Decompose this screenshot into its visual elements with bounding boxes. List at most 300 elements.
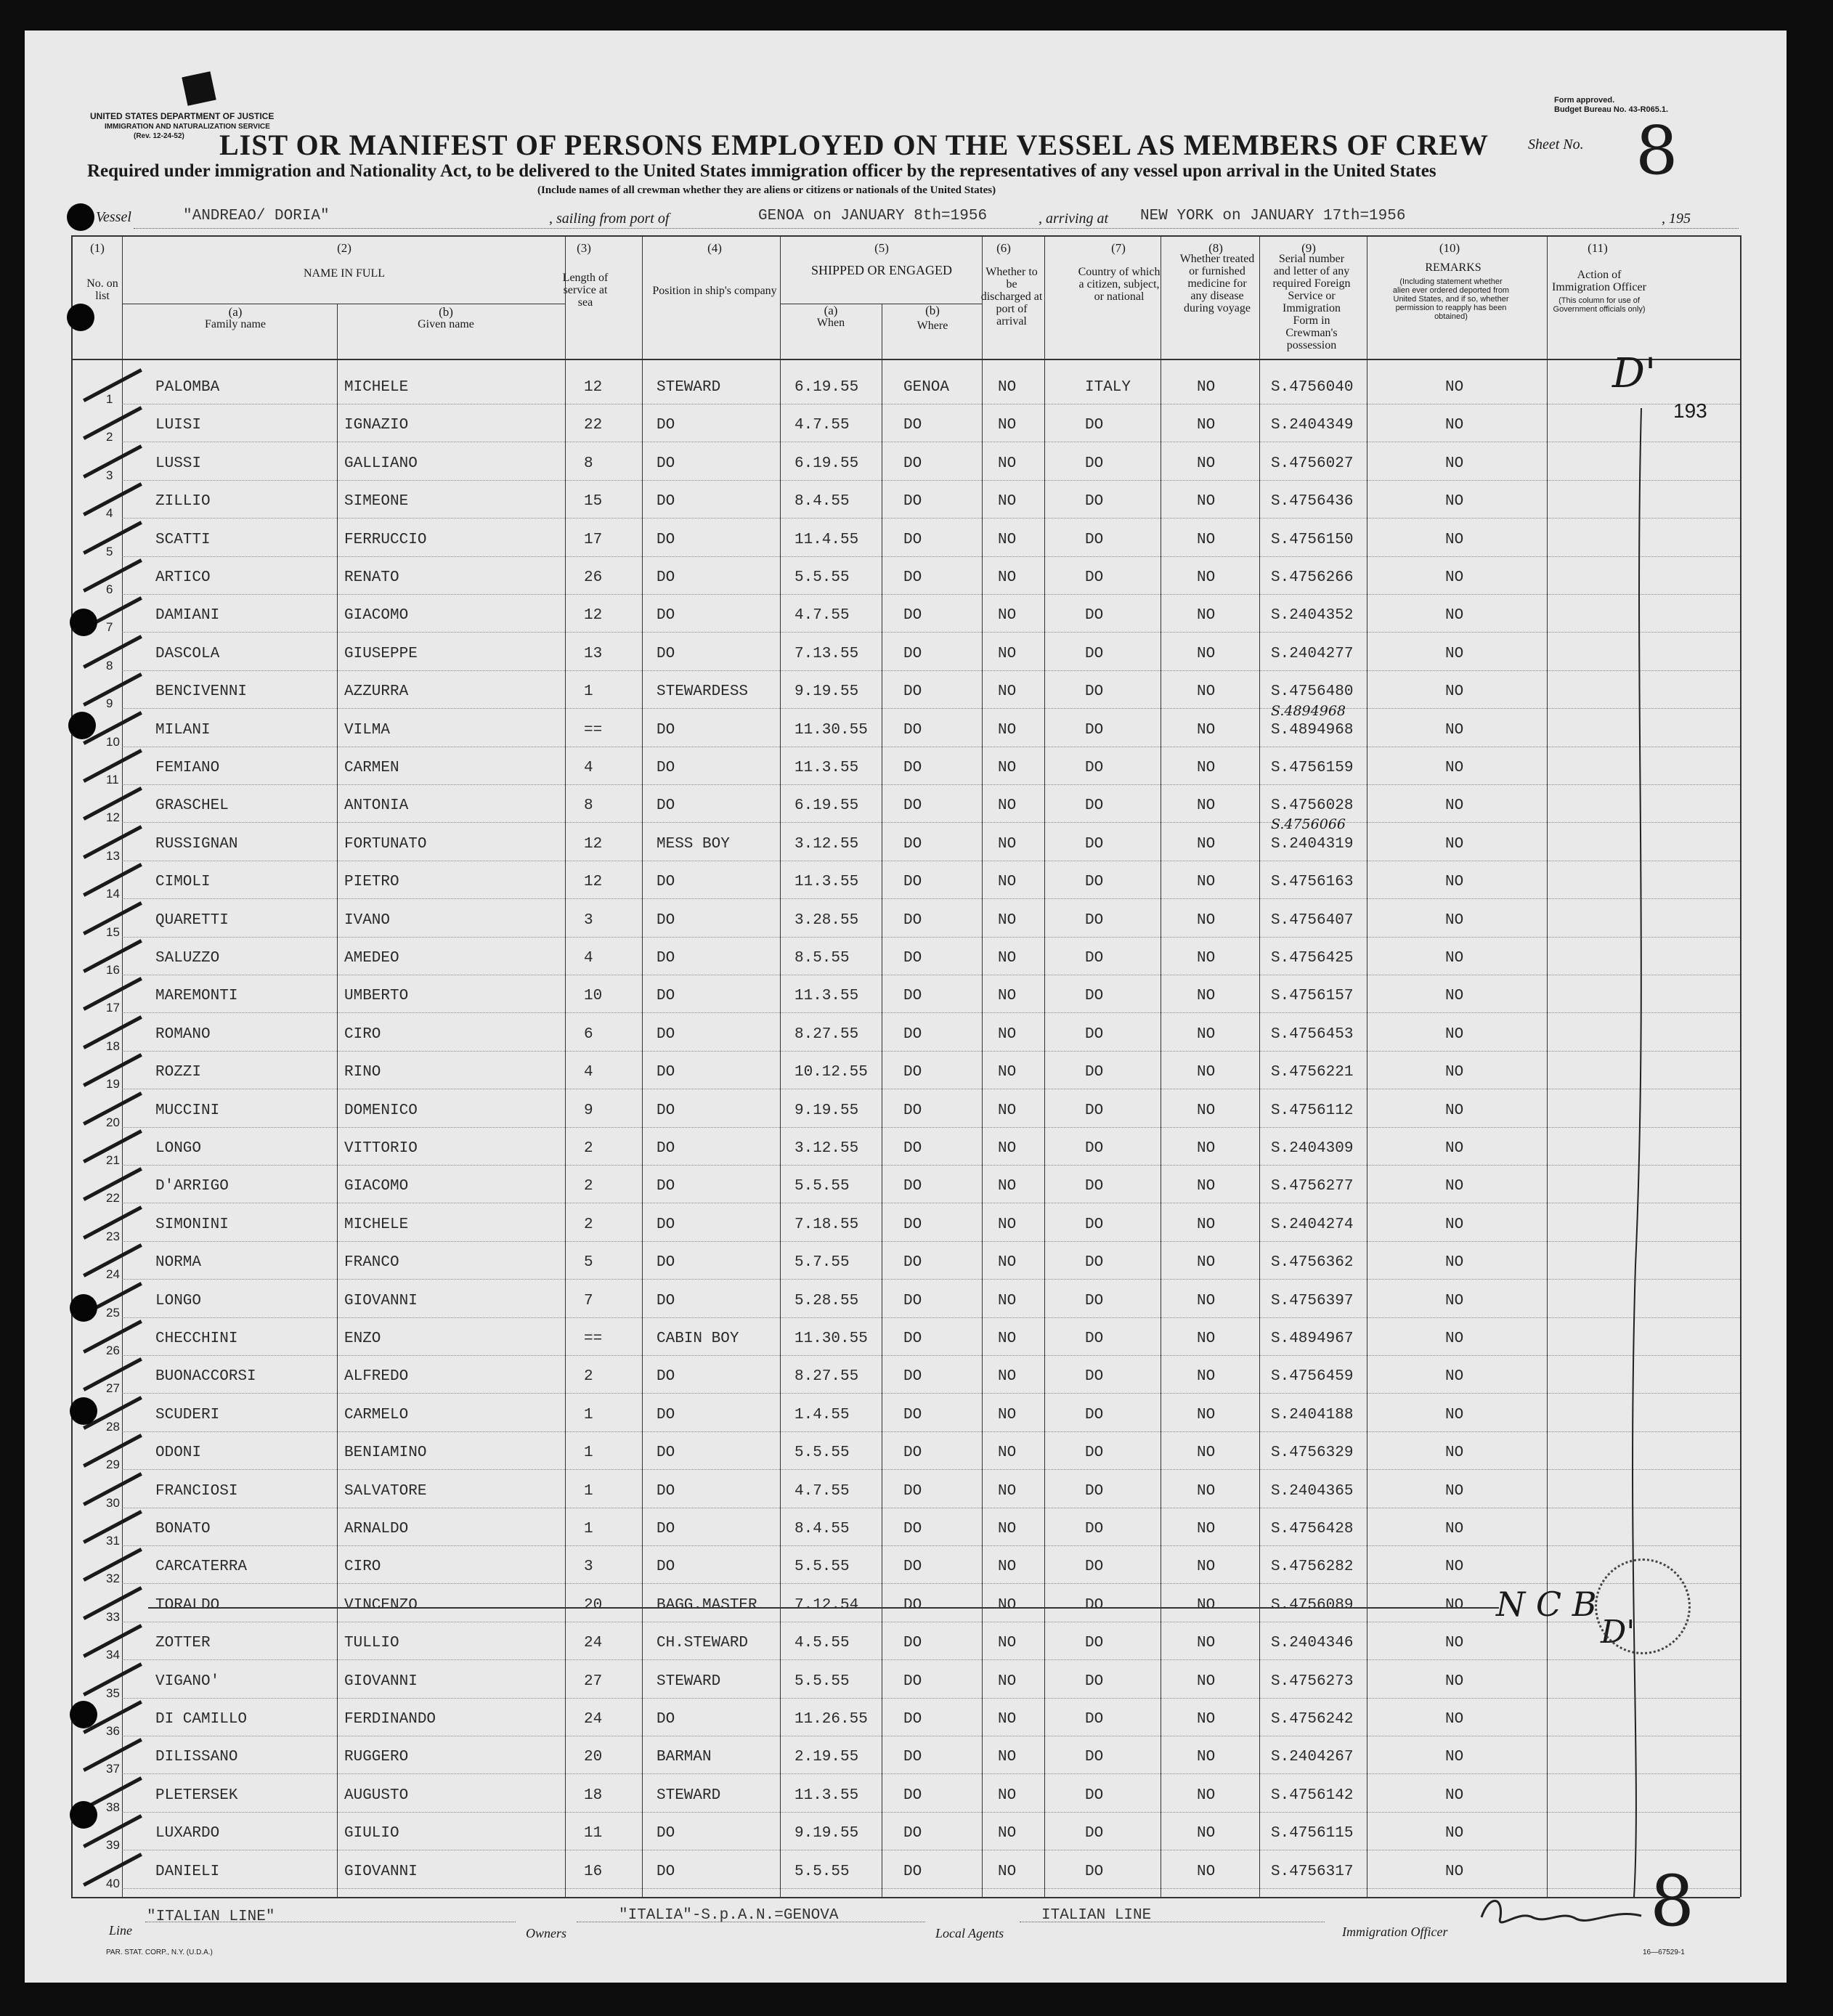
column-rule: [1740, 235, 1741, 1897]
family-name-cell: DANIELI: [155, 1863, 220, 1880]
where-cell: DO: [903, 1558, 922, 1576]
where-cell: DO: [903, 531, 922, 548]
strikethrough-line: [148, 1607, 1499, 1609]
row-number: 19: [106, 1077, 120, 1092]
when-cell: 4.7.55: [794, 607, 850, 625]
row-number: 36: [106, 1724, 120, 1738]
column-rule: [565, 235, 566, 1897]
country-cell: DO: [1085, 683, 1104, 701]
row-rule: [122, 708, 1740, 709]
serial-cell: S.4756397: [1271, 1292, 1354, 1309]
position-cell: MESS BOY: [657, 835, 730, 853]
when-cell: 10.12.55: [794, 1064, 868, 1081]
discharged-cell: NO: [998, 911, 1017, 929]
form-revision: (Rev. 12-24-52): [134, 132, 184, 140]
col2a-header: Family name: [205, 318, 266, 330]
remarks-cell: NO: [1445, 911, 1464, 929]
row-rule: [122, 404, 1740, 405]
service-cell: 1: [584, 683, 593, 701]
country-cell: DO: [1085, 1025, 1104, 1043]
when-cell: 3.28.55: [794, 911, 859, 929]
service-cell: 3: [584, 1558, 593, 1576]
remarks-cell: NO: [1445, 1178, 1464, 1195]
when-cell: 7.13.55: [794, 645, 859, 662]
col5b-header: Where: [916, 320, 948, 332]
discharged-cell: NO: [998, 1102, 1017, 1119]
medicine-cell: NO: [1197, 379, 1216, 396]
position-cell: DO: [657, 569, 675, 586]
medicine-cell: NO: [1197, 1025, 1216, 1043]
where-cell: DO: [903, 797, 922, 815]
col3-num: (3): [577, 241, 591, 255]
vessel-name: "ANDREAO/ DORIA": [183, 208, 330, 224]
service-cell: 3: [584, 911, 593, 929]
serial-cell: S.2404267: [1271, 1749, 1354, 1766]
serial-cell: S.4756159: [1271, 760, 1354, 776]
position-cell: BARMAN: [657, 1749, 712, 1766]
footer-line-value: "ITALIAN LINE": [147, 1909, 275, 1925]
arriving-value: NEW YORK on JANUARY 17th=1956: [1140, 208, 1406, 224]
serial-cell: S.4756480: [1271, 683, 1354, 701]
discharged-cell: NO: [998, 1863, 1017, 1880]
position-cell: DO: [657, 1482, 675, 1500]
service-cell: 2: [584, 1368, 593, 1386]
discharged-cell: NO: [998, 1254, 1017, 1272]
given-name-cell: MICHELE: [344, 1216, 409, 1233]
medicine-cell: NO: [1197, 1482, 1216, 1500]
where-cell: DO: [903, 1254, 922, 1272]
discharged-cell: NO: [998, 1521, 1017, 1537]
given-name-cell: SIMEONE: [344, 493, 409, 511]
discharged-cell: NO: [998, 531, 1017, 548]
position-cell: DO: [657, 950, 675, 967]
country-cell: DO: [1085, 455, 1104, 472]
row-number: 10: [106, 734, 120, 749]
medicine-cell: NO: [1197, 1406, 1216, 1423]
medicine-cell: NO: [1197, 1863, 1216, 1880]
when-cell: 11.3.55: [794, 760, 859, 776]
row-rule: [122, 1431, 1740, 1432]
position-cell: DO: [657, 911, 675, 929]
country-cell: DO: [1085, 760, 1104, 776]
serial-cell: S.2404319: [1271, 835, 1354, 853]
row-number: 40: [106, 1876, 120, 1890]
family-name-cell: SIMONINI: [155, 1216, 229, 1233]
medicine-cell: NO: [1197, 607, 1216, 625]
footer-line-label: Line: [109, 1923, 133, 1938]
row-rule: [122, 632, 1740, 633]
family-name-cell: BONATO: [155, 1521, 211, 1537]
medicine-cell: NO: [1197, 455, 1216, 472]
when-cell: 9.19.55: [794, 1102, 859, 1119]
column-rule: [982, 235, 983, 1897]
service-cell: 12: [584, 874, 603, 891]
country-cell: DO: [1085, 1102, 1104, 1119]
family-name-cell: GRASCHEL: [155, 797, 229, 815]
service-cell: 13: [584, 645, 603, 662]
row-number: 21: [106, 1153, 120, 1167]
page-title: LIST OR MANIFEST OF PERSONS EMPLOYED ON THE VESSEL AS MEMBERS OF CREW: [219, 129, 1489, 161]
position-cell: DO: [657, 607, 675, 625]
family-name-cell: LUISI: [155, 417, 202, 434]
row-rule: [122, 556, 1740, 557]
discharged-cell: NO: [998, 760, 1017, 776]
remarks-cell: NO: [1445, 760, 1464, 776]
family-name-cell: ZILLIO: [155, 493, 211, 511]
footer-agents-label: Local Agents: [935, 1926, 1004, 1940]
discharged-cell: NO: [998, 950, 1017, 967]
footer-officer-label: Immigration Officer: [1342, 1924, 1448, 1939]
position-cell: DO: [657, 760, 675, 776]
when-cell: 8.5.55: [794, 950, 850, 967]
when-cell: 11.3.55: [794, 874, 859, 891]
country-cell: DO: [1085, 911, 1104, 929]
medicine-cell: NO: [1197, 1330, 1216, 1347]
country-cell: DO: [1085, 607, 1104, 625]
family-name-cell: VIGANO': [155, 1672, 220, 1690]
discharged-cell: NO: [998, 988, 1017, 1005]
when-cell: 5.5.55: [794, 1444, 850, 1462]
given-name-cell: DOMENICO: [344, 1102, 418, 1119]
col5a-header: When: [816, 317, 845, 329]
remarks-cell: NO: [1445, 1863, 1464, 1880]
footer-sheet-number: 8: [1650, 1861, 1695, 1942]
row-number: 13: [106, 848, 120, 863]
where-cell: DO: [903, 1406, 922, 1423]
medicine-cell: NO: [1197, 1825, 1216, 1842]
when-cell: 8.27.55: [794, 1025, 859, 1043]
discharged-cell: NO: [998, 1368, 1017, 1386]
medicine-cell: NO: [1197, 1140, 1216, 1157]
form-code: 16—67529-1: [1643, 1948, 1685, 1956]
service-cell: ==: [584, 721, 603, 739]
country-cell: DO: [1085, 1863, 1104, 1880]
col8-header: Whether treated or furnished medicine for any disease during voyage: [1179, 253, 1255, 314]
where-cell: DO: [903, 1368, 922, 1386]
family-name-cell: ROZZI: [155, 1064, 202, 1081]
country-cell: DO: [1085, 569, 1104, 586]
where-cell: DO: [903, 455, 922, 472]
remarks-cell: NO: [1445, 607, 1464, 625]
row-number: 14: [106, 887, 120, 901]
where-cell: DO: [903, 1787, 922, 1804]
family-name-cell: TORALDO: [155, 1596, 220, 1614]
where-cell: DO: [903, 1711, 922, 1728]
family-name-cell: DI CAMILLO: [155, 1711, 248, 1728]
col11-num: (11): [1588, 241, 1608, 255]
row-rule: [122, 1241, 1740, 1242]
family-name-cell: ROMANO: [155, 1025, 211, 1043]
remarks-cell: NO: [1445, 1711, 1464, 1728]
where-cell: DO: [903, 721, 922, 739]
row-number: 31: [106, 1534, 120, 1548]
row-rule: [122, 898, 1740, 899]
col5b-num: (b): [925, 304, 940, 317]
where-cell: DO: [903, 1749, 922, 1766]
service-cell: 24: [584, 1635, 603, 1652]
family-name-cell: RUSSIGNAN: [155, 835, 238, 853]
serial-cell: S.2404346: [1271, 1635, 1354, 1652]
page-subtitle-note: (Include names of all crewman whether they are aliens or citizens or nationals of the United States): [537, 184, 996, 196]
family-name-cell: DILISSANO: [155, 1749, 238, 1766]
family-name-cell: DASCOLA: [155, 645, 220, 662]
family-name-cell: FEMIANO: [155, 760, 220, 776]
medicine-cell: NO: [1197, 531, 1216, 548]
given-name-cell: ANTONIA: [344, 797, 409, 815]
position-cell: DO: [657, 1825, 675, 1842]
discharged-cell: NO: [998, 1140, 1017, 1157]
discharged-cell: NO: [998, 1025, 1017, 1043]
row-rule: [122, 1698, 1740, 1699]
position-cell: DO: [657, 645, 675, 662]
when-cell: 9.19.55: [794, 683, 859, 701]
position-cell: DO: [657, 1292, 675, 1309]
country-cell: DO: [1085, 1635, 1104, 1652]
row-number: 8: [106, 658, 113, 672]
medicine-cell: NO: [1197, 760, 1216, 776]
row-number: 2: [106, 430, 113, 444]
discharged-cell: NO: [998, 1787, 1017, 1804]
medicine-cell: NO: [1197, 1749, 1216, 1766]
service-cell: 8: [584, 455, 593, 472]
discharged-cell: NO: [998, 493, 1017, 511]
country-cell: DO: [1085, 874, 1104, 891]
serial-cell: S.4894968: [1271, 721, 1354, 739]
given-name-cell: IVANO: [344, 911, 391, 929]
remarks-cell: NO: [1445, 1254, 1464, 1272]
row-number: 34: [106, 1648, 120, 1662]
country-cell: DO: [1085, 1749, 1104, 1766]
row-number: 6: [106, 582, 113, 596]
serial-cell: S.4756040: [1271, 379, 1354, 396]
row-rule: [122, 670, 1740, 671]
col1-num: (1): [90, 241, 105, 255]
sailing-value: GENOA on JANUARY 8th=1956: [758, 208, 988, 224]
row-rule: [122, 937, 1740, 938]
year-suffix: , 195: [1662, 211, 1691, 227]
country-cell: DO: [1085, 1521, 1104, 1537]
family-name-cell: FRANCIOSI: [155, 1482, 238, 1500]
country-cell: DO: [1085, 531, 1104, 548]
serial-cell: S.4756459: [1271, 1368, 1354, 1386]
country-cell: DO: [1085, 1368, 1104, 1386]
given-name-cell: GIULIO: [344, 1825, 399, 1842]
family-name-cell: QUARETTI: [155, 911, 229, 929]
family-name-cell: D'ARRIGO: [155, 1178, 229, 1195]
family-name-cell: ARTICO: [155, 569, 211, 586]
row-number: 26: [106, 1344, 120, 1357]
where-cell: DO: [903, 1635, 922, 1652]
position-cell: STEWARDESS: [657, 683, 749, 701]
binder-hole: [70, 1701, 97, 1728]
remarks-cell: NO: [1445, 1025, 1464, 1043]
row33-officer-mark: D': [1601, 1614, 1635, 1651]
position-cell: DO: [657, 1064, 675, 1081]
given-name-cell: FORTUNATO: [344, 835, 427, 853]
row-rule: [122, 784, 1740, 785]
when-cell: 6.19.55: [794, 379, 859, 396]
position-cell: DO: [657, 988, 675, 1005]
family-name-cell: PLETERSEK: [155, 1787, 238, 1804]
row-rule: [122, 1279, 1740, 1280]
when-cell: 5.5.55: [794, 1863, 850, 1880]
when-cell: 4.7.55: [794, 417, 850, 434]
serial-cell: S.2404365: [1271, 1482, 1354, 1500]
position-cell: DO: [657, 797, 675, 815]
remarks-cell: NO: [1445, 569, 1464, 586]
serial-cell: S.4756362: [1271, 1254, 1354, 1272]
position-cell: BAGG.MASTER: [657, 1596, 757, 1614]
service-cell: 4: [584, 760, 593, 776]
service-cell: 2: [584, 1216, 593, 1233]
service-cell: 4: [584, 1064, 593, 1081]
given-name-cell: GIOVANNI: [344, 1672, 418, 1690]
position-cell: DO: [657, 1444, 675, 1462]
where-cell: DO: [903, 950, 922, 967]
serial-cell: S.4756317: [1271, 1863, 1354, 1880]
col10-header: REMARKS: [1425, 261, 1482, 274]
position-cell: DO: [657, 1178, 675, 1195]
position-cell: DO: [657, 1216, 675, 1233]
service-cell: 7: [584, 1292, 593, 1309]
family-name-cell: ZOTTER: [155, 1635, 211, 1652]
service-cell: 12: [584, 835, 603, 853]
footer-agents-value: ITALIAN LINE: [1041, 1907, 1152, 1924]
remarks-cell: NO: [1445, 1444, 1464, 1462]
medicine-cell: NO: [1197, 1064, 1216, 1081]
given-name-cell: GIOVANNI: [344, 1292, 418, 1309]
serial-cell: S.2404309: [1271, 1140, 1354, 1157]
medicine-cell: NO: [1197, 1292, 1216, 1309]
country-cell: DO: [1085, 1178, 1104, 1195]
col11-header: Action of Immigration Officer: [1552, 269, 1646, 293]
discharged-cell: NO: [998, 835, 1017, 853]
serial-cell: S.4756142: [1271, 1787, 1354, 1804]
given-name-cell: RINO: [344, 1064, 381, 1081]
country-cell: DO: [1085, 1787, 1104, 1804]
when-cell: 8.4.55: [794, 1521, 850, 1537]
position-cell: DO: [657, 417, 675, 434]
binder-hole: [67, 304, 94, 331]
row13-serial-hand: S.4756066: [1271, 816, 1346, 832]
when-cell: 4.7.55: [794, 1482, 850, 1500]
col5a-num: (a): [824, 304, 838, 317]
given-name-cell: RENATO: [344, 569, 399, 586]
medicine-cell: NO: [1197, 1711, 1216, 1728]
medicine-cell: NO: [1197, 683, 1216, 701]
serial-cell: S.4756453: [1271, 1025, 1354, 1043]
service-cell: 5: [584, 1254, 593, 1272]
serial-cell: S.2404349: [1271, 417, 1354, 434]
row-rule: [122, 1545, 1740, 1546]
binder-hole: [70, 1294, 97, 1322]
family-name-cell: NORMA: [155, 1254, 202, 1272]
col6-num: (6): [996, 241, 1011, 255]
where-cell: DO: [903, 1863, 922, 1880]
medicine-cell: NO: [1197, 1521, 1216, 1537]
family-name-cell: LONGO: [155, 1140, 202, 1157]
remarks-cell: NO: [1445, 1330, 1464, 1347]
position-cell: DO: [657, 1406, 675, 1423]
remarks-cell: NO: [1445, 531, 1464, 548]
service-cell: 4: [584, 950, 593, 967]
remarks-cell: NO: [1445, 493, 1464, 511]
position-cell: STEWARD: [657, 1787, 721, 1804]
where-cell: DO: [903, 417, 922, 434]
medicine-cell: NO: [1197, 1558, 1216, 1576]
country-cell: DO: [1085, 1558, 1104, 1576]
discharged-cell: NO: [998, 683, 1017, 701]
when-cell: 11.26.55: [794, 1711, 868, 1728]
row-rule: [122, 1012, 1740, 1013]
row-number: 25: [106, 1305, 120, 1320]
medicine-cell: NO: [1197, 645, 1216, 662]
family-name-cell: ODONI: [155, 1444, 202, 1462]
given-name-cell: ALFREDO: [344, 1368, 409, 1386]
position-cell: DO: [657, 721, 675, 739]
discharged-cell: NO: [998, 1330, 1017, 1347]
col4-header: Position in ship's company: [652, 285, 777, 297]
col3-header: Length of service at sea: [562, 272, 609, 309]
row-rule: [122, 1659, 1740, 1660]
when-cell: 3.12.55: [794, 835, 859, 853]
sheet-number: 8: [1635, 112, 1678, 190]
remarks-cell: NO: [1445, 1749, 1464, 1766]
serial-cell: S.4756329: [1271, 1444, 1354, 1462]
where-cell: DO: [903, 1178, 922, 1195]
remarks-cell: NO: [1445, 835, 1464, 853]
when-cell: 5.28.55: [794, 1292, 859, 1309]
row-rule: [122, 1317, 1740, 1318]
sheet-label: Sheet No.: [1528, 137, 1584, 153]
where-cell: DO: [903, 569, 922, 586]
row-number: 11: [106, 773, 119, 787]
country-cell: DO: [1085, 1596, 1104, 1614]
vessel-line-rule: [134, 228, 1739, 229]
col2-num: (2): [337, 241, 351, 255]
col6-header: Whether to be discharged at port of arrival: [980, 266, 1043, 328]
position-cell: DO: [657, 1025, 675, 1043]
position-cell: DO: [657, 531, 675, 548]
medicine-cell: NO: [1197, 1102, 1216, 1119]
medicine-cell: NO: [1197, 1216, 1216, 1233]
where-cell: DO: [903, 1330, 922, 1347]
medicine-cell: NO: [1197, 569, 1216, 586]
given-name-cell: TULLIO: [344, 1635, 399, 1652]
medicine-cell: NO: [1197, 721, 1216, 739]
position-cell: DO: [657, 1521, 675, 1537]
serial-cell: S.4756115: [1271, 1825, 1354, 1842]
row10-serial-hand: S.4894968: [1271, 703, 1346, 719]
row-rule: [122, 1127, 1740, 1128]
family-name-cell: DAMIANI: [155, 607, 220, 625]
row-number: 35: [106, 1686, 120, 1700]
remarks-cell: NO: [1445, 950, 1464, 967]
row-rule: [122, 480, 1740, 481]
family-name-cell: MAREMONTI: [155, 988, 238, 1005]
country-cell: DO: [1085, 1444, 1104, 1462]
discharged-cell: NO: [998, 1444, 1017, 1462]
family-name-cell: BENCIVENNI: [155, 683, 248, 701]
given-name-cell: MICHELE: [344, 379, 409, 396]
agency-subname: IMMIGRATION AND NATURALIZATION SERVICE: [105, 123, 270, 131]
officer-check-line: [1619, 394, 1649, 1904]
where-cell: DO: [903, 1064, 922, 1081]
position-cell: CABIN BOY: [657, 1330, 739, 1347]
serial-cell: S.4756163: [1271, 874, 1354, 891]
discharged-cell: NO: [998, 1292, 1017, 1309]
family-name-cell: LUXARDO: [155, 1825, 220, 1842]
